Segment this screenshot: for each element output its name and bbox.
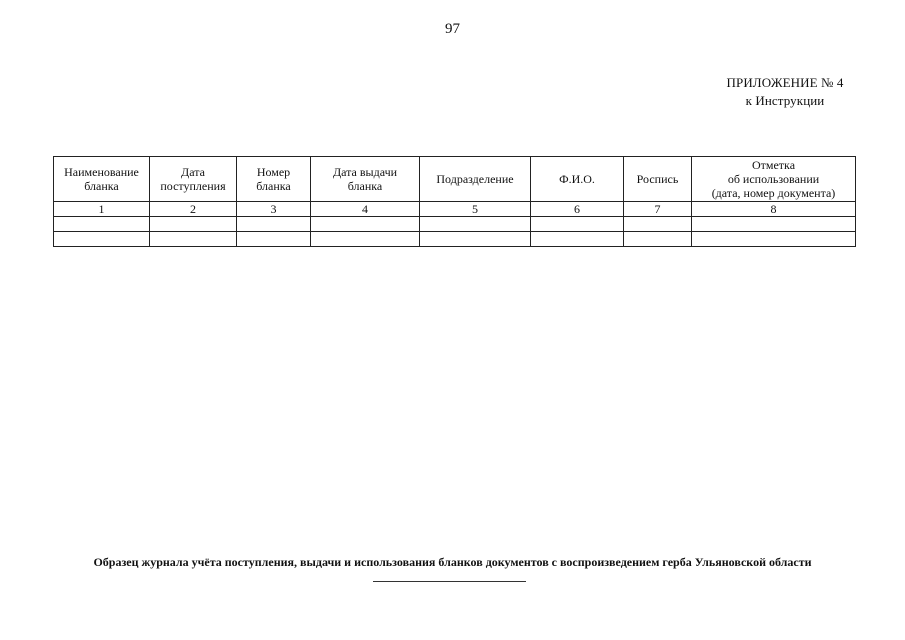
- empty-table-row: [54, 217, 856, 232]
- column-number: 5: [420, 202, 531, 217]
- table-header-row: [54, 157, 856, 202]
- empty-cell: [624, 217, 692, 232]
- empty-cell: [420, 217, 531, 232]
- header-signature: Роспись: [624, 157, 692, 202]
- header-usage-note: Отметка об использовании (дата, номер документа): [692, 157, 856, 202]
- empty-cell: [54, 217, 150, 232]
- header-receipt-date: Дата поступления: [150, 157, 237, 202]
- header-department: Подразделение: [420, 157, 531, 202]
- empty-cell: [311, 217, 420, 232]
- column-number: 3: [237, 202, 311, 217]
- empty-table-row: [54, 232, 856, 247]
- column-number: 7: [624, 202, 692, 217]
- column-number: 6: [531, 202, 624, 217]
- empty-cell: [150, 217, 237, 232]
- empty-cell: [692, 232, 856, 247]
- empty-cell: [692, 217, 856, 232]
- column-number: 2: [150, 202, 237, 217]
- empty-cell: [624, 232, 692, 247]
- empty-cell: [531, 232, 624, 247]
- page-number: 97: [445, 21, 460, 37]
- journal-table: [53, 156, 856, 247]
- empty-cell: [531, 217, 624, 232]
- empty-cell: [54, 232, 150, 247]
- column-number: 1: [54, 202, 150, 217]
- column-number-row: [54, 202, 856, 217]
- empty-cell: [237, 232, 311, 247]
- empty-cell: [150, 232, 237, 247]
- appendix-heading: ПРИЛОЖЕНИЕ № 4: [726, 75, 844, 90]
- empty-cell: [237, 217, 311, 232]
- header-issue-date: Дата выдачи бланка: [311, 157, 420, 202]
- empty-cell: [420, 232, 531, 247]
- appendix-block: [690, 74, 880, 110]
- appendix-subheading: к Инструкции: [745, 93, 825, 108]
- column-number: 4: [311, 202, 420, 217]
- header-blank-number: Номер бланка: [237, 157, 311, 202]
- document-caption: Образец журнала учёта поступления, выдачи и использования бланков документов с воспроизведением герба Ульяновской области: [93, 555, 812, 569]
- header-blank-name: Наименование бланка: [54, 157, 150, 202]
- empty-cell: [311, 232, 420, 247]
- caption-underline: [373, 581, 526, 582]
- header-full-name: Ф.И.О.: [531, 157, 624, 202]
- column-number: 8: [692, 202, 856, 217]
